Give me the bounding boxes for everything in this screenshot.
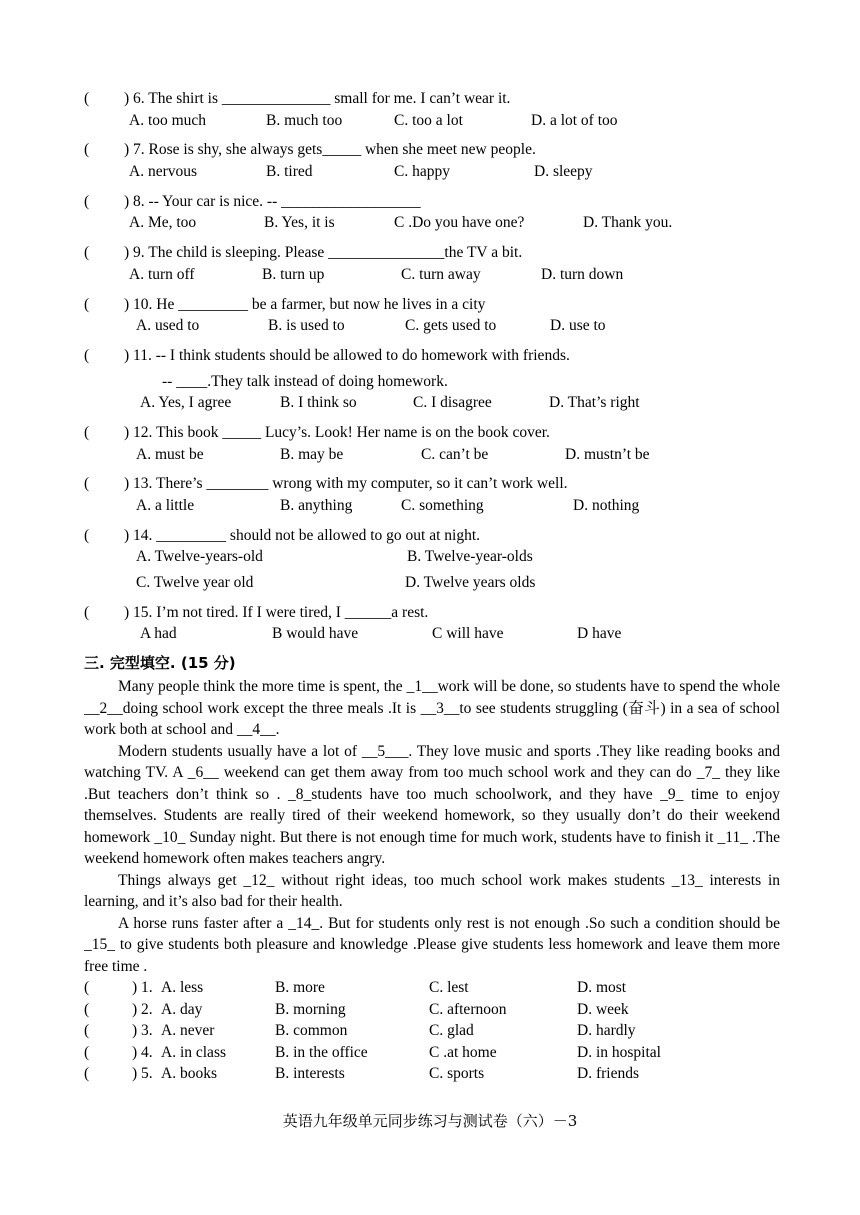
question-stem: ) 6. The shirt is ______________ small for me. I can’t wear it.	[124, 90, 511, 107]
answer-option: A. never	[161, 1022, 215, 1040]
answer-blank[interactable]: (	[84, 244, 90, 262]
answer-blank[interactable]: (	[84, 1065, 90, 1083]
question-row	[84, 471, 780, 497]
cloze-passage	[84, 676, 780, 977]
question-number: ) 2.	[132, 1000, 153, 1018]
cloze-options-list	[84, 977, 780, 1085]
answer-options	[84, 625, 780, 651]
answer-blank[interactable]: (	[84, 295, 90, 313]
answer-option: D. most	[577, 979, 627, 997]
passage-paragraph: Modern students usually have a lot of __5___. They love music and sports .They like reading books and watching TV. A _6__ weekend can get them away from too much school work and they can do _7_ they like .But teachers don’t think so . _8_students have too much schoolwork, and they have _9_ time to enjoy themselves. Students are really tired of their weekend homework, so they usually don’t do their weekend homework _10_ Sunday night. But there is not enough time for much work, students have to finish it _11_ .The weekend homework often makes teachers angry.	[84, 742, 780, 868]
answer-options	[84, 317, 780, 343]
answer-blank[interactable]: (	[84, 526, 90, 544]
answer-option: B. Twelve-year-olds	[407, 548, 533, 566]
answer-options	[84, 574, 780, 600]
answer-option: C. gets used to	[405, 317, 497, 335]
answer-blank[interactable]: (	[84, 1043, 90, 1061]
answer-option: C. lest	[429, 979, 469, 997]
passage-paragraph: A horse runs faster after a _14_. But for students only rest is not enough .So such a condition should be _15_ to give students both pleasure and knowledge .Please give students less homework and leave them more free time .	[84, 914, 780, 975]
answer-option: B. I think so	[280, 394, 357, 412]
question-row	[84, 189, 780, 215]
question-number: ) 1.	[132, 979, 153, 997]
question-row	[84, 292, 780, 318]
answer-option: D. hardly	[577, 1022, 636, 1040]
answer-options	[84, 394, 780, 420]
answer-option: D. a lot of too	[531, 111, 618, 129]
answer-option: D. week	[577, 1000, 629, 1018]
answer-option: D. turn down	[541, 265, 624, 283]
answer-option: A. nervous	[129, 163, 198, 181]
question-stem: ) 14. _________ should not be allowed to go out at night.	[124, 526, 481, 544]
cloze-question-row	[84, 1042, 780, 1064]
answer-option: B would have	[272, 625, 359, 643]
answer-option: C. happy	[394, 163, 450, 181]
cloze-question-row	[84, 999, 780, 1021]
answer-option: A. turn off	[129, 265, 195, 283]
section-title: 三. 完型填空. (15 分)	[84, 654, 236, 673]
question-row	[84, 86, 780, 112]
answer-option: A. in class	[161, 1043, 227, 1061]
answer-option: A. less	[161, 979, 204, 997]
answer-option: A. too much	[129, 111, 207, 129]
question-row	[84, 240, 780, 266]
question-stem: ) 13. There’s ________ wrong with my computer, so it can’t work well.	[124, 475, 568, 493]
answer-blank[interactable]: (	[84, 141, 90, 159]
answer-options	[84, 163, 780, 189]
answer-option: D. use to	[550, 317, 606, 335]
answer-option: A had	[140, 625, 177, 643]
answer-options	[84, 446, 780, 472]
answer-blank[interactable]: (	[84, 90, 90, 107]
answer-option: C .at home	[429, 1043, 497, 1061]
answer-option: A. Me, too	[129, 214, 197, 232]
question-stem: ) 9. The child is sleeping. Please _______________the TV a bit.	[124, 244, 523, 262]
answer-option: B. turn up	[262, 265, 325, 283]
question-row	[84, 600, 780, 626]
answer-blank[interactable]: (	[84, 423, 90, 441]
question-row	[84, 523, 780, 549]
question-number: ) 3.	[132, 1022, 153, 1040]
answer-option: B. in the office	[275, 1043, 368, 1061]
answer-option: C .Do you have one?	[394, 214, 525, 232]
answer-blank[interactable]: (	[84, 979, 90, 997]
answer-option: C. turn away	[401, 265, 481, 283]
answer-option: D. friends	[577, 1065, 639, 1083]
question-stem: ) 7. Rose is shy, she always gets_____ when she meet new people.	[124, 141, 536, 159]
question-stem: ) 15. I’m not tired. If I were tired, I ______a rest.	[124, 603, 429, 621]
answer-option: B. more	[275, 979, 325, 997]
question-number: ) 4.	[132, 1043, 153, 1061]
answer-blank[interactable]: (	[84, 346, 90, 364]
answer-option: A. day	[161, 1000, 203, 1018]
answer-option: B. anything	[280, 497, 353, 514]
answer-options	[84, 497, 780, 523]
answer-option: D. That’s right	[549, 394, 640, 412]
answer-option: B. morning	[275, 1000, 346, 1018]
answer-option: C. glad	[429, 1022, 474, 1040]
answer-option: D. sleepy	[534, 163, 593, 181]
answer-option: A. used to	[136, 317, 200, 335]
answer-options	[84, 548, 780, 574]
answer-option: A. Twelve-years-old	[136, 548, 263, 566]
cloze-question-row	[84, 977, 780, 999]
answer-option: D have	[577, 625, 622, 643]
answer-option: B. much too	[266, 111, 343, 129]
cloze-question-row	[84, 1063, 780, 1085]
cloze-question-row	[84, 1020, 780, 1042]
answer-option: A. books	[161, 1065, 217, 1083]
question-row	[84, 343, 780, 369]
answer-blank[interactable]: (	[84, 192, 90, 210]
answer-option: C. Twelve year old	[136, 574, 254, 592]
answer-options	[84, 214, 780, 240]
answer-option: C. too a lot	[394, 111, 463, 129]
answer-blank[interactable]: (	[84, 1000, 90, 1018]
answer-option: C will have	[432, 625, 504, 643]
passage-paragraph: Things always get _12_ without right ideas, too much school work makes students _13_ interests in learning, and it’s also bad for their health.	[84, 871, 780, 911]
answer-option: A. a little	[136, 497, 195, 514]
answer-option: C. afternoon	[429, 1000, 507, 1018]
answer-option: B. tired	[266, 163, 313, 181]
answer-option: A. Yes, I agree	[140, 394, 232, 412]
worksheet-page	[84, 86, 780, 1085]
answer-option: C. something	[401, 497, 484, 514]
passage-paragraph: Many people think the more time is spent, the _1__work will be done, so students have to spend the whole __2__doing school work except the three meals .It is __3__to see students struggling (奋斗) in a sea of school work both at school and __4__.	[84, 678, 780, 739]
answer-option: B. Yes, it is	[264, 214, 335, 232]
answer-option: B. interests	[275, 1065, 345, 1083]
answer-option: D. Twelve years olds	[405, 574, 536, 592]
multiple-choice-list	[84, 86, 780, 651]
answer-option: B. common	[275, 1022, 348, 1040]
question-stem: ) 11. -- I think students should be allowed to do homework with friends.	[124, 346, 570, 364]
answer-options	[84, 112, 780, 138]
answer-option: C. sports	[429, 1065, 485, 1083]
answer-options	[84, 266, 780, 292]
answer-blank[interactable]: (	[84, 603, 90, 621]
question-response-line: -- ____.They talk instead of doing homework.	[162, 372, 448, 390]
answer-option: C. I disagree	[413, 394, 492, 412]
answer-option: D. mustn’t be	[565, 445, 650, 463]
page-footer: 英语九年级单元同步练习与测试卷（六）－3	[282, 1112, 578, 1130]
question-stem: ) 10. He _________ be a farmer, but now he lives in a city	[124, 295, 486, 313]
question-stem: ) 8. -- Your car is nice. -- __________________	[124, 192, 421, 210]
question-row	[84, 420, 780, 446]
answer-option: B. is used to	[268, 317, 345, 335]
answer-option: D. nothing	[573, 497, 640, 514]
answer-option: B. may be	[280, 445, 344, 463]
answer-option: A. must be	[136, 445, 204, 463]
answer-blank[interactable]: (	[84, 1022, 90, 1040]
answer-option: D. in hospital	[577, 1043, 661, 1061]
answer-option: D. Thank you.	[583, 214, 673, 232]
question-number: ) 5.	[132, 1065, 153, 1083]
answer-option: C. can’t be	[421, 445, 489, 463]
question-stem: ) 12. This book _____ Lucy’s. Look! Her name is on the book cover.	[124, 423, 550, 441]
question-row	[84, 137, 780, 163]
answer-blank[interactable]: (	[84, 475, 90, 493]
